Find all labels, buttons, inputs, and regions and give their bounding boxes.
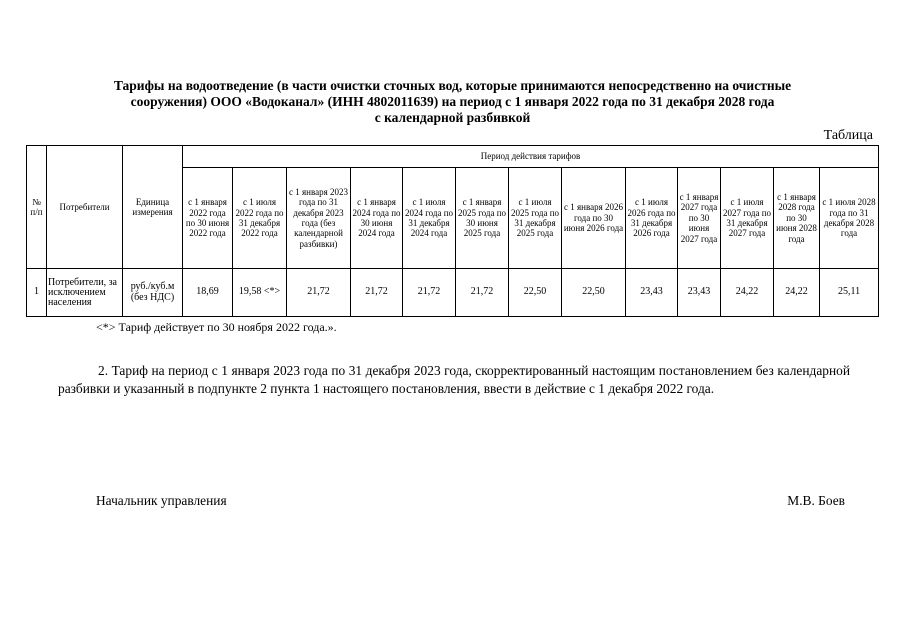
period-header: с 1 января 2022 года по 30 июня 2022 года [183,168,233,269]
header-number: № п/п [27,146,47,269]
period-header: с 1 января 2028 года по 30 июня 2028 года [774,168,820,269]
period-header: с 1 июля 2026 года по 31 декабря 2026 года [626,168,678,269]
period-header: с 1 января 2025 года по 30 июня 2025 года [456,168,509,269]
period-header: с 1 июля 2028 года по 31 декабря 2028 года [820,168,879,269]
header-consumers: Потребители [47,146,123,269]
period-header: с 1 июля 2025 года по 31 декабря 2025 года [509,168,562,269]
table-row [27,269,879,317]
tariff-value: 22,50 [509,269,562,317]
row-number: 1 [27,269,47,317]
row-unit: руб./куб.м (без НДС) [123,269,183,317]
period-header: с 1 января 2023 года по 31 декабря 2023 года (без календарной разбивки) [287,168,351,269]
header-unit: Единица измерения [123,146,183,269]
document-title [40,78,865,126]
title-line-2: сооружения) ООО «Водоканал» (ИНН 4802011639) на период с 1 января 2022 года по 31 декабря 2028 года [130,94,775,109]
title-line-1: Тарифы на водоотведение (в части очистки сточных вод, которые принимаются непосредственно на очистные [113,78,792,93]
tariff-value: 18,69 [183,269,233,317]
tariff-value: 24,22 [774,269,820,317]
tariff-value: 25,11 [820,269,879,317]
period-header: с 1 июля 2027 года по 31 декабря 2027 года [721,168,774,269]
tariff-value: 22,50 [562,269,626,317]
tariff-value: 24,22 [721,269,774,317]
tariff-value: 21,72 [287,269,351,317]
paragraph-2: 2. Тариф на период с 1 января 2023 года по 31 декабря 2023 года, скорректированный настоящим постановлением без календарной разбивки и указанный в подпункте 2 пункта 1 настоящего постановления, ввести в действие с 1 декабря 2022 года. [58,363,850,396]
footnote: <*> Тариф действует по 30 ноября 2022 года.». [96,320,337,334]
table-label: Таблица [823,128,873,143]
signature-position: Начальник управления [96,493,227,508]
tariff-value: 21,72 [456,269,509,317]
row-consumer: Потребители, за исключением населения [47,269,123,317]
tariff-value: 23,43 [678,269,721,317]
tariff-value: 19,58 <*> [233,269,287,317]
tariff-table [26,145,879,317]
period-header: с 1 января 2026 года по 30 июня 2026 года [562,168,626,269]
tariff-value: 23,43 [626,269,678,317]
period-header: с 1 июля 2024 года по 31 декабря 2024 года [403,168,456,269]
tariff-value: 21,72 [351,269,403,317]
period-header: с 1 января 2024 года по 30 июня 2024 года [351,168,403,269]
header-period-group: Период действия тарифов [183,146,879,168]
signature-name: М.В. Боев [787,493,845,508]
tariff-value: 21,72 [403,269,456,317]
period-header: с 1 января 2027 года по 30 июня 2027 года [678,168,721,269]
title-line-3: с календарной разбивкой [374,110,531,125]
period-header: с 1 июля 2022 года по 31 декабря 2022 года [233,168,287,269]
